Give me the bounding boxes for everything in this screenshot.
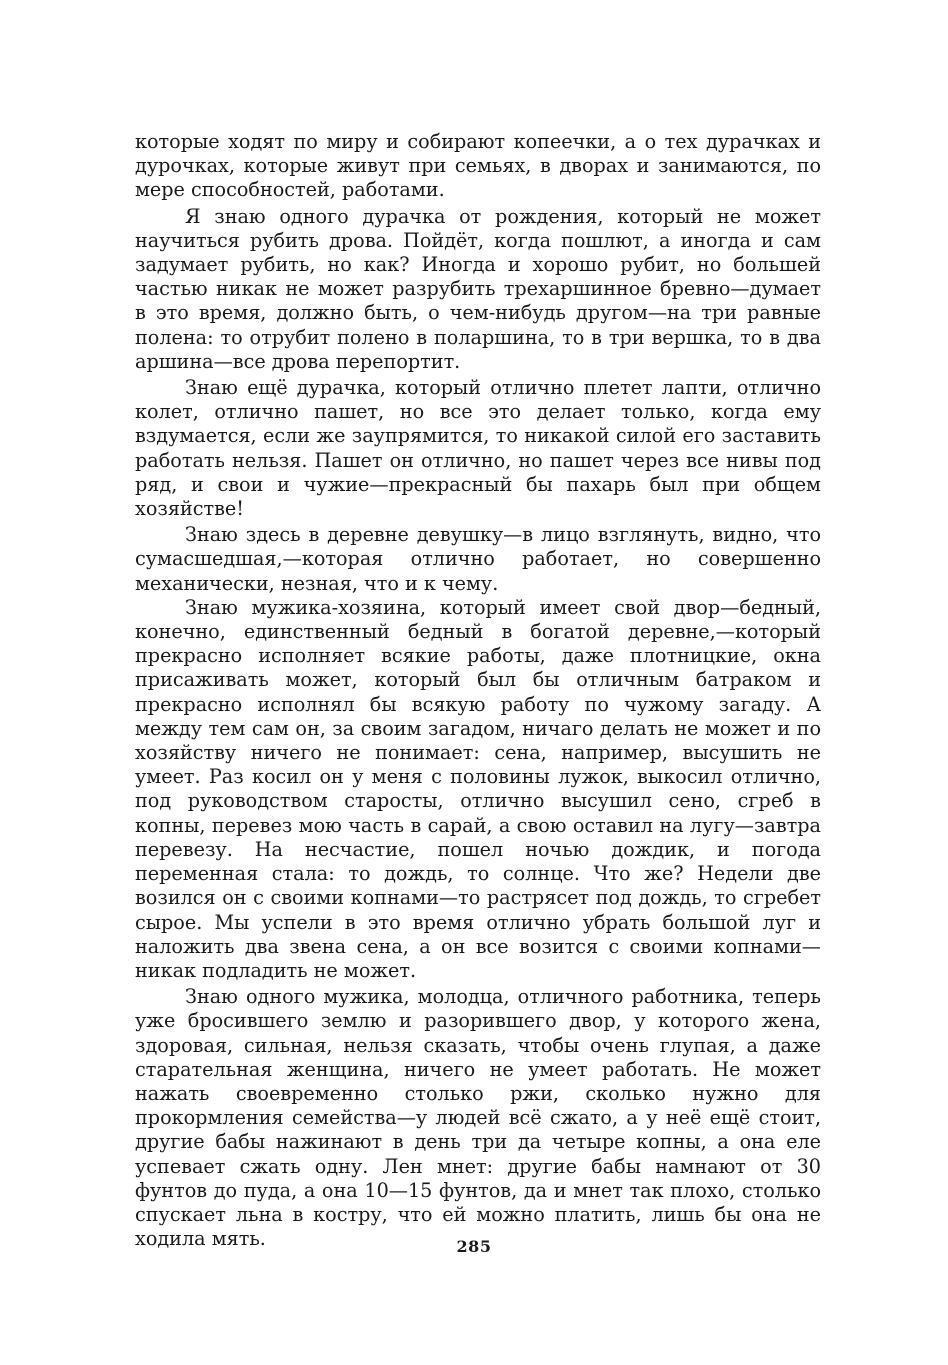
paragraph-5: Знаю мужика-хозяина, который имеет свой двор—бедный, конечно, единственный бедный в богатой деревне,—который прекрасно исполняет всякие работы, даже плотницкие, окна присаживать может, который был бы отличным батраком и прекрасно исполнял бы всякую работу по чужому загаду. А между тем сам он, за своим загадом, ничаго делать не может и по хозяйству ничего не понимает: сена, например, высушить не умеет. Раз косил он у меня с половины лужок, выкосил отлично, под руководством старосты, отлично высушил сено, сгреб в копны, перевез мою часть в сарай, а свою оставил на лугу—завтра перевезу. На несчастие, пошел ночью дождик, и погода переменная стала: то дождь, то солнце. Что же? Недели две возился он с своими копнами—то растрясет под дождь, то сгребет сырое. Мы успели в это время отлично убрать большой луг и наложить два звена сена, а он все возится с своими копнами—никак подладить не может. bbox=[135, 595, 821, 982]
paragraph-6: Знаю одного мужика, молодца, отличного работника, теперь уже бросившего землю и разорившего двор, у которого жена, здоровая, сильная, нельзя сказать, чтобы очень глупая, а даже старательная женщина, ничего не умеет работать. Не может нажать своевременно столько ржи, сколько нужно для прокормления семейства—у людей всё сжато, а у неё ещё стоит, другие бабы нажинают в день три да четыре копны, а она еле успевает сжать одну. Лен мнет: другие бабы намнают от 30 фунтов до пуда, а она 10—15 фунтов, да и мнет так плохо, столько спускает льна в костру, что ей можно платить, лишь бы она не ходила мять. bbox=[135, 985, 821, 1251]
page-number: 285 bbox=[456, 1237, 492, 1256]
page-body bbox=[135, 130, 821, 1251]
paragraph-2: Я знаю одного дурачка от рождения, который не может научиться рубить дрова. Пойдёт, когда пошлют, а иногда и сам задумает рубить, но как? Иногда и хорошо рубит, но большей частью никак не может разрубить трехаршинное бревно—думает в это время, должно быть, о чем-нибудь другом—на три равные полена: то отрубит полено в поларшина, то в три вершка, то в два аршина—все дрова перепортит. bbox=[135, 204, 821, 373]
paragraph-1: которые ходят по миру и собирают копеечки, а о тех дурачках и дурочках, которые живут при семьях, в дворах и занимаются, по мере способностей, работами. bbox=[135, 130, 821, 202]
paragraph-4: Знаю здесь в деревне девушку—в лицо взглянуть, видно, что сумасшедшая,—которая отлично работает, но совершенно механически, незная, что и к чему. bbox=[135, 523, 821, 595]
paragraph-3: Знаю ещё дурачка, который отлично плетет лапти, отлично колет, отлично пашет, но все это делает только, когда ему вздумается, если же заупрямится, то никакой силой его заставить работать нельзя. Пашет он отлично, но пашет через все нивы под ряд, и свои и чужие—прекрасный бы пахарь был при общем хозяйстве! bbox=[135, 376, 821, 521]
